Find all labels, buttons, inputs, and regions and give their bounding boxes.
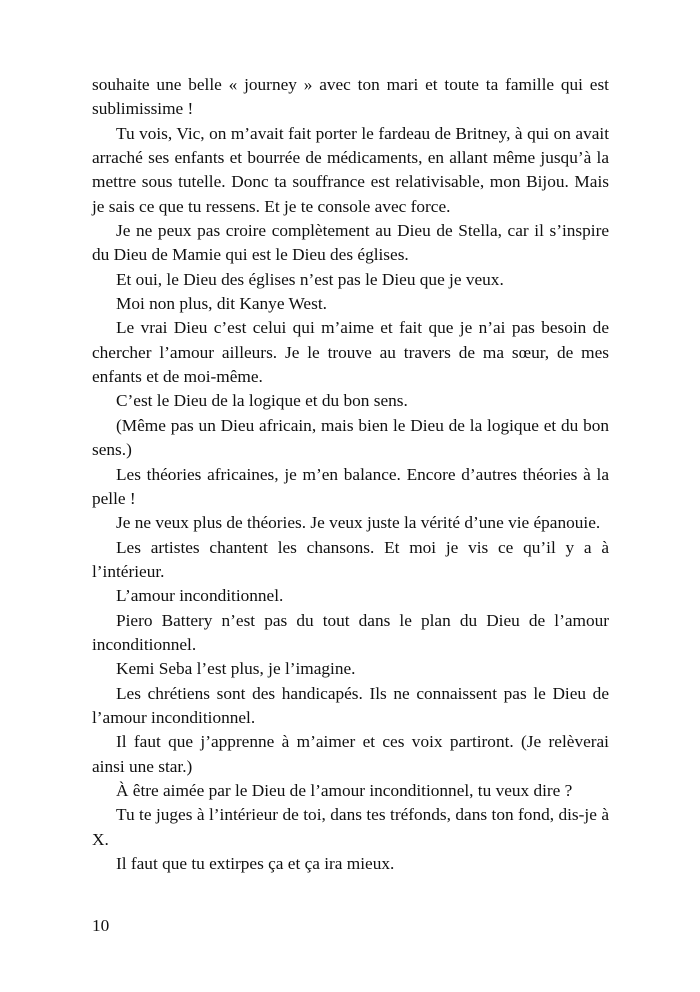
paragraph: Le vrai Dieu c’est celui qui m’aime et fait que je n’ai pas besoin de chercher l’amour ailleurs. Je le trouve au travers de ma sœur, de mes enfants et de moi-même. <box>92 318 609 387</box>
paragraph: (Même pas un Dieu africain, mais bien le Dieu de la logique et du bon sens.) <box>92 415 609 460</box>
paragraph: Piero Battery n’est pas du tout dans le plan du Dieu de l’amour inconditionnel. <box>92 610 609 654</box>
paragraph: Kemi Seba l’est plus, je l’imagine. <box>116 659 356 679</box>
paragraph: Tu te juges à l’intérieur de toi, dans tes tréfonds, dans ton fond, dis-je à X. <box>92 805 609 849</box>
paragraph: Et oui, le Dieu des églises n’est pas le Dieu que je veux. <box>116 269 504 289</box>
paragraph: C’est le Dieu de la logique et du bon sens. <box>116 391 408 411</box>
paragraph: Les chrétiens sont des handicapés. Ils ne connaissent pas le Dieu de l’amour inconditionnel. <box>92 683 609 727</box>
paragraph: À être aimée par le Dieu de l’amour inconditionnel, tu veux dire ? <box>116 780 573 800</box>
paragraph: Les artistes chantent les chansons. Et moi je vis ce qu’il y a à l’intérieur. <box>92 537 609 581</box>
body-text <box>92 73 609 876</box>
paragraph: Il faut que j’apprenne à m’aimer et ces voix partiront. (Je relèverai ainsi une star.) <box>92 732 609 776</box>
paragraph: Tu vois, Vic, on m’avait fait porter le fardeau de Britney, à qui on avait arraché ses enfants et bourrée de médicaments, en allant même jusqu’à la mettre sous tutelle. Donc ta souffrance est relativisable, mon Bijou. Mais je sais ce que tu ressens. Et je te console avec force. <box>92 123 609 216</box>
paragraph: Je ne veux plus de théories. Je veux juste la vérité d’une vie épanouie. <box>116 513 601 533</box>
paragraph: Je ne peux pas croire complètement au Dieu de Stella, car il s’inspire du Dieu de Mamie qui est le Dieu des églises. <box>92 221 609 265</box>
page-number: 10 <box>92 916 110 935</box>
paragraph: souhaite une belle « journey » avec ton mari et toute ta famille qui est sublimissime ! <box>92 75 609 119</box>
paragraph: Les théories africaines, je m’en balance. Encore d’autres théories à la pelle ! <box>92 464 609 508</box>
paragraph: Il faut que tu extirpes ça et ça ira mieux. <box>116 854 395 873</box>
paragraph: Moi non plus, dit Kanye West. <box>116 294 327 314</box>
paragraph: L’amour inconditionnel. <box>116 586 284 606</box>
